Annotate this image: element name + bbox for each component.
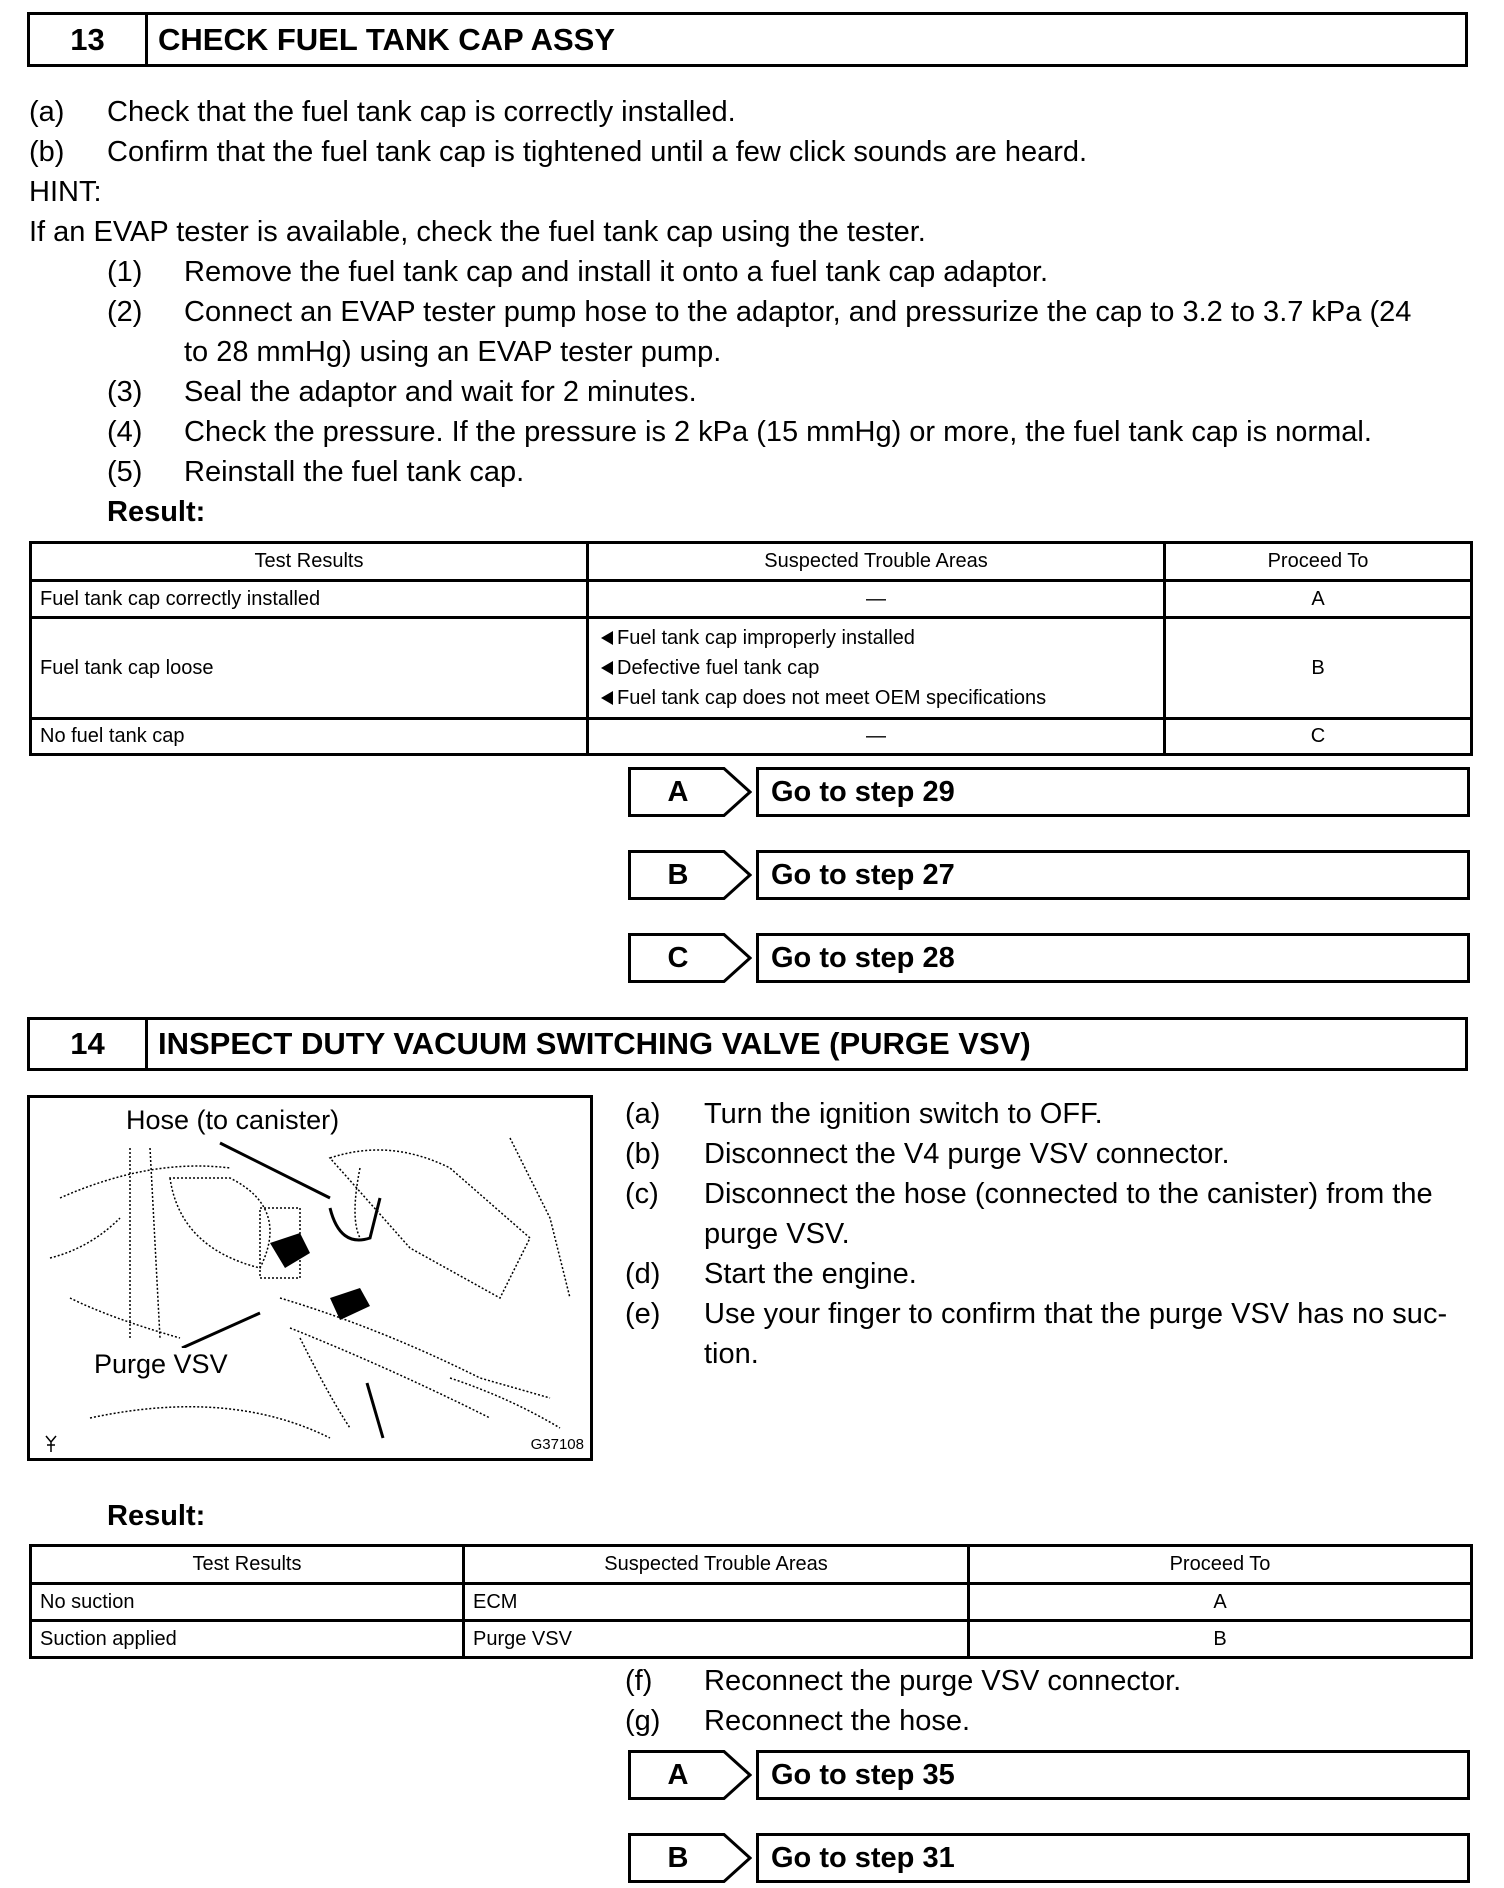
cell-area: — — [588, 581, 1165, 618]
table-row — [31, 1621, 1472, 1658]
hint-label: HINT: — [29, 176, 102, 208]
result-label: Result: — [107, 496, 206, 528]
cell-area: — — [588, 719, 1165, 755]
item-text: Check that the fuel tank cap is correctly installed. — [107, 96, 736, 128]
substep-2 — [107, 292, 1411, 332]
header-trouble-areas: Suspected Trouble Areas — [464, 1546, 969, 1584]
substep-2-cont: to 28 mmHg) using an EVAP tester pump. — [184, 336, 722, 368]
item-text: Confirm that the fuel tank cap is tightened until a few click sounds are heard. — [107, 136, 1088, 168]
instruction-g — [625, 1701, 970, 1741]
substep-4 — [107, 412, 1372, 452]
header-proceed-to: Proceed To — [969, 1546, 1472, 1584]
item-label: (4) — [107, 416, 143, 448]
item-label: (a) — [625, 1098, 661, 1130]
instruction-c — [625, 1174, 1433, 1214]
bullet-arrow-icon — [601, 661, 613, 675]
goto-a-step35[interactable] — [628, 1750, 1470, 1800]
goto-a-step29[interactable] — [628, 767, 1470, 817]
goto-tag: A — [667, 1759, 689, 1791]
item-text: Reconnect the purge VSV connector. — [704, 1665, 1182, 1697]
instruction-c-cont: purge VSV. — [704, 1218, 850, 1250]
area-item — [601, 653, 1155, 683]
result-table-13 — [29, 541, 1473, 756]
item-text: Use your finger to confirm that the purge VSV has no suc- — [704, 1298, 1448, 1330]
cell-result: Fuel tank cap loose — [31, 618, 588, 719]
substep-5 — [107, 452, 524, 492]
item-label: (b) — [625, 1138, 661, 1170]
cell-area: Purge VSV — [464, 1621, 969, 1658]
goto-text[interactable]: Go to step 29 — [756, 767, 1470, 817]
cell-result: Suction applied — [31, 1621, 464, 1658]
header-test-results: Test Results — [31, 1546, 464, 1584]
item-text: Reinstall the fuel tank cap. — [184, 456, 525, 488]
substep-3 — [107, 372, 697, 412]
table-row — [31, 719, 1472, 755]
goto-b-step27[interactable] — [628, 850, 1470, 900]
engine-drawing-icon — [30, 1098, 590, 1458]
cell-areas — [588, 618, 1165, 719]
hint-text: If an EVAP tester is available, check the fuel tank cap using the tester. — [29, 216, 926, 248]
bullet-arrow-icon — [601, 631, 613, 645]
table-row — [31, 618, 1472, 719]
goto-b-step31[interactable] — [628, 1833, 1470, 1883]
goto-tag: A — [667, 776, 689, 808]
instruction-e — [625, 1294, 1447, 1334]
purge-vsv-illustration — [27, 1095, 593, 1461]
logo-mark-icon — [46, 1436, 56, 1452]
instruction-b — [625, 1134, 1230, 1174]
item-label: (e) — [625, 1298, 661, 1330]
label-hose: Hose (to canister) — [126, 1105, 340, 1135]
area-item — [601, 683, 1155, 713]
cell-proceed: C — [1165, 719, 1472, 755]
step-number: 13 — [30, 15, 148, 64]
label-purge-vsv: Purge VSV — [94, 1349, 228, 1379]
instruction-d — [625, 1254, 917, 1294]
table-header-row — [31, 1546, 1472, 1584]
item-label: (1) — [107, 256, 143, 288]
instruction-f — [625, 1661, 1181, 1701]
item-label: (c) — [625, 1178, 659, 1210]
item-text: Reconnect the hose. — [704, 1705, 971, 1737]
item-text: Seal the adaptor and wait for 2 minutes. — [184, 376, 697, 408]
instruction-b — [29, 132, 1087, 172]
item-text: Remove the fuel tank cap and install it onto a fuel tank cap adaptor. — [184, 256, 1049, 288]
item-label: (2) — [107, 296, 143, 328]
item-label: (5) — [107, 456, 143, 488]
item-label: (f) — [625, 1665, 653, 1697]
cell-proceed: A — [1165, 581, 1472, 618]
table-row — [31, 1584, 1472, 1621]
goto-tag: C — [667, 942, 689, 974]
result-label: Result: — [107, 1500, 206, 1532]
area-text: Fuel tank cap does not meet OEM specifications — [617, 686, 1047, 709]
item-text: Disconnect the V4 purge VSV connector. — [704, 1138, 1230, 1170]
cell-proceed: A — [969, 1584, 1472, 1621]
cell-area: ECM — [464, 1584, 969, 1621]
item-label: (b) — [29, 136, 65, 168]
substep-1 — [107, 252, 1048, 292]
instruction-a — [29, 92, 736, 132]
item-label: (d) — [625, 1258, 661, 1290]
table-row — [31, 581, 1472, 618]
goto-text[interactable]: Go to step 27 — [756, 850, 1470, 900]
bullet-arrow-icon — [601, 691, 613, 705]
cell-proceed: B — [1165, 618, 1472, 719]
item-label: (3) — [107, 376, 143, 408]
item-text: Start the engine. — [704, 1258, 917, 1290]
item-text: Check the pressure. If the pressure is 2 kPa (15 mmHg) or more, the fuel tank cap is normal. — [184, 416, 1372, 448]
goto-c-step28[interactable] — [628, 933, 1470, 983]
cell-result: No suction — [31, 1584, 464, 1621]
goto-text[interactable]: Go to step 31 — [756, 1833, 1470, 1883]
item-label: (a) — [29, 96, 65, 128]
instruction-a — [625, 1094, 1103, 1134]
instruction-e-cont: tion. — [704, 1338, 759, 1370]
step-number: 14 — [30, 1020, 148, 1068]
result-table-14 — [29, 1544, 1473, 1659]
header-proceed-to: Proceed To — [1165, 543, 1472, 581]
item-text: Connect an EVAP tester pump hose to the adaptor, and pressurize the cap to 3.2 to 3.7 kPa (24 — [184, 296, 1412, 328]
item-label: (g) — [625, 1705, 661, 1737]
area-item — [601, 623, 1155, 653]
goto-tag: B — [667, 1842, 689, 1874]
goto-tag: B — [667, 859, 689, 891]
figure-code: G37108 — [530, 1436, 584, 1453]
header-test-results: Test Results — [31, 543, 588, 581]
goto-text[interactable]: Go to step 35 — [756, 1750, 1470, 1800]
step-title: CHECK FUEL TANK CAP ASSY — [158, 21, 616, 57]
area-text: Defective fuel tank cap — [617, 656, 820, 679]
cell-result: No fuel tank cap — [31, 719, 588, 755]
goto-text[interactable]: Go to step 28 — [756, 933, 1470, 983]
table-header-row — [31, 543, 1472, 581]
step-14-header — [27, 1017, 1468, 1071]
header-trouble-areas: Suspected Trouble Areas — [588, 543, 1165, 581]
item-text: Turn the ignition switch to OFF. — [704, 1098, 1103, 1130]
step-13-header — [27, 12, 1468, 67]
cell-result: Fuel tank cap correctly installed — [31, 581, 588, 618]
item-text: Disconnect the hose (connected to the canister) from the — [704, 1178, 1433, 1210]
area-text: Fuel tank cap improperly installed — [617, 626, 915, 649]
step-title: INSPECT DUTY VACUUM SWITCHING VALVE (PURGE VSV) — [158, 1026, 1031, 1061]
cell-proceed: B — [969, 1621, 1472, 1658]
